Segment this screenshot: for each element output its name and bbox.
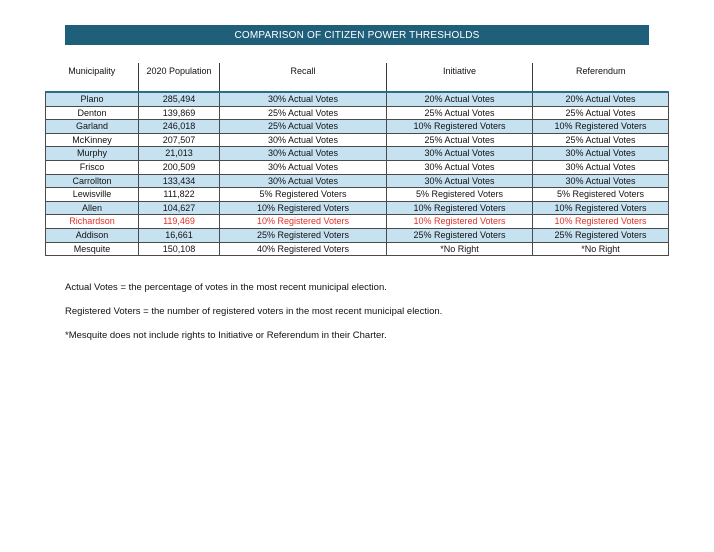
cell-population: 111,822 (139, 188, 220, 202)
header-recall: Recall (220, 63, 387, 92)
cell-initiative: 25% Actual Votes (387, 133, 533, 147)
thresholds-table (45, 63, 669, 256)
table-row (46, 174, 669, 188)
header-referendum: Referendum (533, 63, 669, 92)
cell-recall: 30% Actual Votes (220, 92, 387, 106)
table-row (46, 215, 669, 229)
cell-initiative: 10% Registered Voters (387, 120, 533, 134)
footnotes (65, 282, 665, 354)
cell-municipality: Lewisville (46, 188, 139, 202)
note-actual-votes: Actual Votes = the percentage of votes in the most recent municipal election. (65, 282, 387, 293)
cell-referendum: 20% Actual Votes (533, 92, 669, 106)
cell-recall: 30% Actual Votes (220, 147, 387, 161)
cell-referendum: 10% Registered Voters (533, 215, 669, 229)
cell-population: 21,013 (139, 147, 220, 161)
table-row (46, 120, 669, 134)
cell-initiative: 10% Registered Voters (387, 215, 533, 229)
cell-population: 285,494 (139, 92, 220, 106)
cell-municipality: McKinney (46, 133, 139, 147)
cell-referendum: *No Right (533, 242, 669, 256)
cell-initiative: 5% Registered Voters (387, 188, 533, 202)
cell-municipality: Denton (46, 106, 139, 120)
cell-initiative: 10% Registered Voters (387, 201, 533, 215)
cell-municipality: Mesquite (46, 242, 139, 256)
cell-recall: 40% Registered Voters (220, 242, 387, 256)
cell-recall: 10% Registered Voters (220, 215, 387, 229)
cell-population: 139,869 (139, 106, 220, 120)
cell-recall: 25% Actual Votes (220, 106, 387, 120)
cell-referendum: 30% Actual Votes (533, 174, 669, 188)
cell-initiative: 30% Actual Votes (387, 174, 533, 188)
cell-referendum: 30% Actual Votes (533, 160, 669, 174)
cell-initiative: 25% Registered Voters (387, 228, 533, 242)
table-row (46, 147, 669, 161)
cell-municipality: Murphy (46, 147, 139, 161)
table-row (46, 133, 669, 147)
cell-recall: 30% Actual Votes (220, 133, 387, 147)
cell-population: 150,108 (139, 242, 220, 256)
cell-municipality: Addison (46, 228, 139, 242)
cell-population: 200,509 (139, 160, 220, 174)
cell-recall: 30% Actual Votes (220, 160, 387, 174)
cell-referendum: 30% Actual Votes (533, 147, 669, 161)
cell-referendum: 10% Registered Voters (533, 201, 669, 215)
header-population: 2020 Population (139, 63, 220, 92)
cell-population: 16,661 (139, 228, 220, 242)
cell-referendum: 25% Actual Votes (533, 133, 669, 147)
table-row (46, 188, 669, 202)
cell-population: 246,018 (139, 120, 220, 134)
cell-referendum: 25% Registered Voters (533, 228, 669, 242)
cell-initiative: 25% Actual Votes (387, 106, 533, 120)
cell-municipality: Frisco (46, 160, 139, 174)
header-municipality: Municipality (46, 63, 139, 92)
note-mesquite: *Mesquite does not include rights to Initiative or Referendum in their Charter. (65, 330, 387, 341)
cell-population: 119,469 (139, 215, 220, 229)
cell-recall: 30% Actual Votes (220, 174, 387, 188)
cell-municipality: Garland (46, 120, 139, 134)
cell-recall: 25% Registered Voters (220, 228, 387, 242)
header-initiative: Initiative (387, 63, 533, 92)
cell-municipality: Carrollton (46, 174, 139, 188)
cell-initiative: 20% Actual Votes (387, 92, 533, 106)
cell-referendum: 5% Registered Voters (533, 188, 669, 202)
header-row (46, 63, 669, 92)
cell-initiative: *No Right (387, 242, 533, 256)
cell-referendum: 25% Actual Votes (533, 106, 669, 120)
cell-recall: 10% Registered Voters (220, 201, 387, 215)
cell-recall: 25% Actual Votes (220, 120, 387, 134)
cell-municipality: Plano (46, 92, 139, 106)
table-row (46, 201, 669, 215)
cell-initiative: 30% Actual Votes (387, 147, 533, 161)
table-title-banner: COMPARISON OF CITIZEN POWER THRESHOLDS (65, 25, 649, 45)
cell-municipality: Richardson (46, 215, 139, 229)
cell-municipality: Allen (46, 201, 139, 215)
table-row (46, 106, 669, 120)
table-row (46, 228, 669, 242)
table-row (46, 242, 669, 256)
cell-recall: 5% Registered Voters (220, 188, 387, 202)
cell-population: 104,627 (139, 201, 220, 215)
table-row (46, 92, 669, 106)
table-row (46, 160, 669, 174)
cell-referendum: 10% Registered Voters (533, 120, 669, 134)
cell-population: 133,434 (139, 174, 220, 188)
cell-initiative: 30% Actual Votes (387, 160, 533, 174)
note-registered-voters: Registered Voters = the number of registered voters in the most recent municipal election. (65, 306, 443, 317)
cell-population: 207,507 (139, 133, 220, 147)
